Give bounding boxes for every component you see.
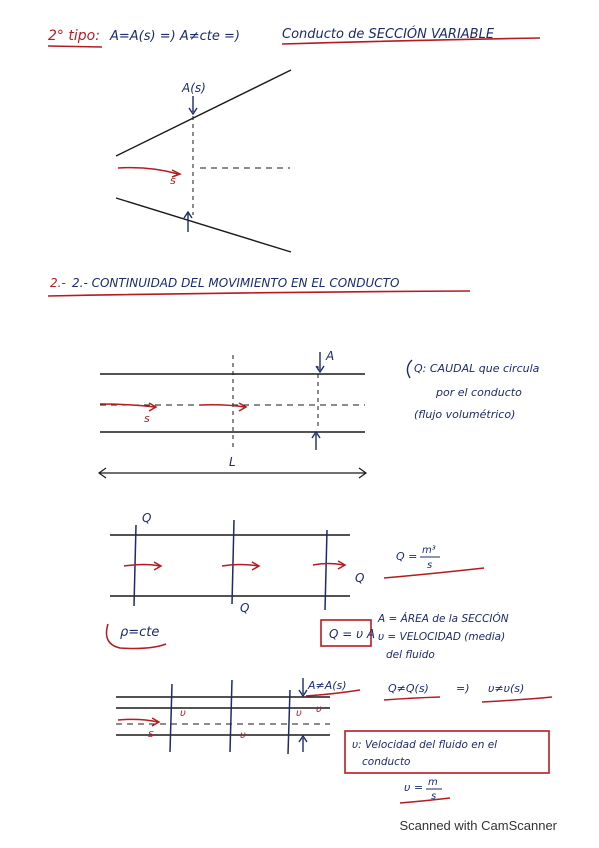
d4-v4: υ — [316, 704, 322, 715]
d4-section-3 — [288, 690, 290, 754]
section2-underline — [48, 291, 470, 296]
d3-units-den: s — [427, 560, 433, 571]
d4-a-label: A≠A(s) — [308, 679, 347, 692]
d4-v1: υ — [180, 708, 186, 719]
d2-note-line1: Q: CAUDAL que circula — [414, 362, 540, 375]
d3-def-area: A = ÁREA de la SECCIÓN — [378, 613, 509, 625]
d3-q-top: Q — [142, 511, 152, 525]
d2-note-line2: por el conducto — [436, 386, 522, 399]
d1-s-label: s — [170, 174, 176, 187]
d3-rho-label: ρ=cte — [120, 625, 160, 640]
d4-flow-arrow-1 — [118, 719, 158, 722]
d3-units-prefix: Q = — [396, 550, 418, 563]
d2-l-label: L — [229, 455, 236, 469]
d4-units-prefix: υ = — [404, 781, 424, 794]
d3-flow-arrow-3 — [313, 564, 344, 566]
tipo-underline — [48, 46, 102, 47]
d4-section-1 — [170, 684, 172, 752]
d2-s-label: s — [144, 412, 150, 425]
d3-q-right: Q — [355, 571, 365, 585]
d3-q-bottom: Q — [240, 601, 250, 615]
d1-area-label: A(s) — [182, 81, 206, 95]
scanner-watermark: Scanned with CamScanner — [399, 818, 557, 833]
d4-section-2 — [230, 680, 232, 752]
d4-implies: =) — [456, 682, 470, 695]
section2-title: 2.- CONTINUIDAD DEL MOVIMIENTO EN EL CONDUCTO — [72, 276, 400, 290]
d1-bottom-wall — [116, 198, 291, 252]
d3-def-vel-1: υ = VELOCIDAD (media) — [378, 631, 506, 643]
d4-def-line2: conducto — [362, 756, 411, 768]
d2-note-line3: (flujo volumétrico) — [414, 408, 516, 421]
d4-units-num: m — [428, 777, 438, 788]
d3-units-underline — [384, 568, 484, 578]
d4-def-line1: υ: Velocidad del fluido en el — [352, 739, 498, 751]
d3-def-vel-2: del fluido — [386, 649, 435, 661]
header-statement: A=A(s) =) A≠cte =) — [110, 29, 240, 44]
d4-units-den: s — [431, 791, 437, 802]
d3-flow-arrow-2 — [222, 565, 258, 567]
d4-units-underline — [400, 798, 450, 803]
d3-section-2 — [232, 520, 234, 604]
d4-q-label: Q≠Q(s) — [388, 682, 429, 695]
d1-flow-arrow — [118, 168, 178, 174]
section2-number: 2.- — [50, 276, 66, 290]
header-conclusion: Conducto de SECCIÓN VARIABLE — [282, 27, 495, 42]
d3-units-num: m³ — [422, 545, 436, 556]
d4-v-label: υ≠υ(s) — [488, 682, 525, 695]
d3-section-3 — [325, 530, 327, 610]
d3-formula: Q = υ A — [329, 627, 376, 641]
d4-s-label: s — [148, 727, 154, 740]
d3-flow-arrow-1 — [124, 565, 160, 567]
d4-v3: υ — [296, 708, 302, 719]
d4-v2: υ — [240, 730, 246, 741]
d2-a-label: A — [326, 349, 335, 363]
d2-flow-arrow-2 — [200, 405, 245, 407]
tipo-label: 2° tipo: — [48, 28, 100, 44]
